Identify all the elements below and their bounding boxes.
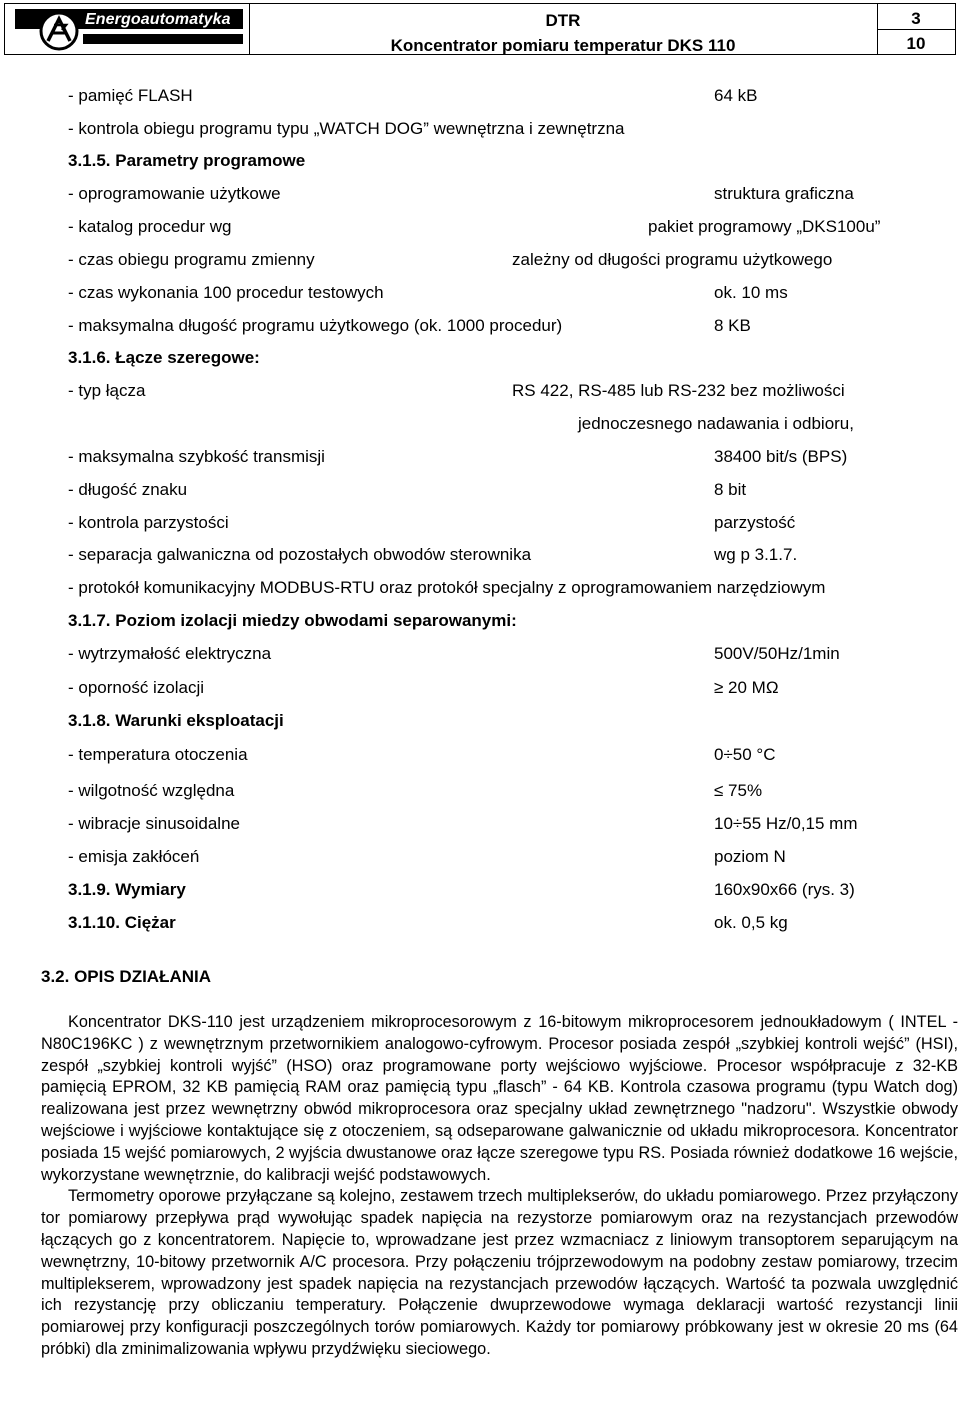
paragraph: Termometry oporowe przyłączane są kolejno, zestawem trzech multiplekserów, do układu pomiarowego. Przez przyłączony tor pomiarowy przepływa prąd wywołując spadek napięcia na rezystorze pomiarowym oraz na rezystancjach przewodów łączących go z koncentratorem. Napięcie to, wprowadzane jest przez wzmacniacz z liniowym transoptorem separującym na wewnętrzny, 10-bitowy przetwornik A/C procesora. Przy połączeniu trójprzewodowym na podobny zestaw pomiarowy, trzecim multiplekserem, wprowadzony jest spadek napięcia na rezystancjach przewodów łączących. Wartość ta pozwala uwzględnić ich rezystancję przy obliczaniu temperatury. Połączenie dwuprzewodowe wymaga deklaracji wartość rezystancji linii pomiarowej przy konfiguracji poszczególnych torów pomiarowych. Każdy tor pomiarowy próbkowany jest w okresie 20 ms (64 próbki) dla zminimalizowania wpływu przydźwięku sieciowego. [41,1187,958,1358]
spec-heading-label: 3.1.6. Łącze szeregowe: [68,348,260,367]
spec-line [0,781,960,801]
spec-value: RS 422, RS-485 lub RS-232 bez możliwości [512,381,845,400]
number-cell [877,4,955,54]
logo-cell [5,4,250,54]
paragraph: Koncentrator DKS-110 jest urządzeniem mikroprocesorowym z 16-bitowym mikroprocesorem jednoukładowym ( INTEL - N80C196KC ) z wewnętrznym przetwornikiem analogowo-cyfrowym. Procesor posiada zespół „szybkiej kontroli wejść” (HSI), zespół „szybkiej kontroli wyjść” (HSO) oraz programowane porty wejściowo wyjściowe. Procesor współpracuje z 32-KB pamięcią EPROM, 32 KB pamięcią RAM oraz pamięcią typu „flasch” - 64 KB. Kontrola czasowa programu (typu Watch dog) realizowana jest przez wewnętrzny obwód mikroprocesora oraz specjalny układ zewnętrznego "nadzoru". Wszystkie obwody wejściowe i wyjściowe kontaktujące się z otoczeniem, są odseparowane galwanicznie od układu mikroprocesora. Koncentrator posiada 15 wejść pomiarowych, 2 wyjścia dwustanowe oraz łącze szeregowe typu RS. Posiada również dodatkowe 16 wejście, wykorzystane wewnętrznie, do kalibracji wejść podstawowych. [41,1013,958,1184]
spec-value: ok. 0,5 kg [714,913,788,932]
spec-line [0,316,960,336]
spec-label: - kontrola obiegu programu typu „WATCH DOG” wewnętrzna i zewnętrzna [68,119,625,138]
spec-heading [0,913,960,933]
spec-label: - wytrzymałość elektryczna [68,644,272,663]
spec-heading-label: 3.1.5. Parametry programowe [68,151,306,170]
spec-line [0,513,960,533]
spec-value: ≤ 75% [714,781,763,800]
page-header [4,3,956,55]
company-logo-icon [39,11,79,51]
spec-line [0,745,960,765]
spec-value: wg p 3.1.7. [714,545,798,564]
spec-label: - temperatura otoczenia [68,745,248,764]
spec-line [0,250,960,270]
spec-label: - typ łącza [68,381,146,400]
spec-line [0,847,960,867]
spec-label: - czas obiegu programu zmienny [68,250,315,269]
spec-value: ≥ 20 MΩ [714,678,779,697]
spec-label: - maksymalna długość programu użytkowego (ok. 1000 procedur) [68,316,563,335]
spec-value: 10÷55 Hz/0,15 mm [714,814,858,833]
spec-label: - czas wykonania 100 procedur testowych [68,283,384,302]
spec-label: - protokół komunikacyjny MODBUS-RTU oraz protokół specjalny z oprogramowaniem narzędziowym [68,578,826,597]
doc-title: DTR [545,11,581,30]
spec-line [0,86,960,106]
spec-line [0,447,960,467]
spec-value: parzystość [714,513,796,532]
spec-heading-label: 3.1.9. Wymiary [68,880,186,899]
spec-value: poziom N [714,847,786,866]
spec-label: - emisja zakłóceń [68,847,200,866]
logo-right-bar [83,34,243,44]
spec-line [0,119,960,139]
spec-heading [0,151,960,171]
spec-value: 8 bit [714,480,747,499]
spec-line [0,644,960,664]
spec-label: - maksymalna szybkość transmisji [68,447,325,466]
description-text [41,1012,958,1361]
spec-line [0,381,960,401]
spec-value: struktura graficzna [714,184,854,203]
spec-label: - wibracje sinusoidalne [68,814,240,833]
spec-heading [0,348,960,368]
spec-line [0,480,960,500]
spec-line [0,283,960,303]
spec-line [0,814,960,834]
spec-line [0,184,960,204]
spec-value: zależny od długości programu użytkowego [512,250,833,269]
spec-heading-label: 3.1.8. Warunki eksploatacji [68,711,284,730]
spec-heading-label: 3.1.7. Poziom izolacji miedzy obwodami separowanymi: [68,611,517,630]
spec-line [0,545,960,565]
spec-value: 8 KB [714,316,751,335]
spec-label: - oprogramowanie użytkowe [68,184,281,203]
page-number: 3 [911,9,921,28]
spec-value: 160x90x66 (rys. 3) [714,880,855,899]
title-cell [249,4,878,54]
spec-value: 0÷50 °C [714,745,776,764]
spec-heading [0,711,960,731]
spec-heading [0,880,960,900]
spec-line [0,578,960,598]
spec-value: jednoczesnego nadawania i odbioru, [578,414,854,433]
spec-line [0,217,960,237]
spec-line [0,678,960,698]
spec-value: 38400 bit/s (BPS) [714,447,848,466]
doc-subtitle: Koncentrator pomiaru temperatur DKS 110 [390,36,736,55]
spec-value: pakiet programowy „DKS100u” [648,217,881,236]
brand-name: Energoautomatyka [85,11,231,28]
section-heading: 3.2. OPIS DZIAŁANIA [41,967,212,986]
spec-label: - wilgotność względna [68,781,235,800]
spec-label: - kontrola parzystości [68,513,229,532]
spec-heading [0,611,960,631]
spec-label: - separacja galwaniczna od pozostałych obwodów sterownika [68,545,532,564]
number-divider [877,29,955,30]
spec-value: 64 kB [714,86,758,105]
spec-value: ok. 10 ms [714,283,788,302]
spec-heading-label: 3.1.10. Ciężar [68,913,176,932]
spec-label: - oporność izolacji [68,678,205,697]
spec-label: - katalog procedur wg [68,217,232,236]
spec-line [0,414,960,434]
spec-label: - długość znaku [68,480,188,499]
spec-value: 500V/50Hz/1min [714,644,840,663]
logo-left-bar [15,14,37,24]
spec-label: - pamięć FLASH [68,86,193,105]
section-number: 10 [906,34,926,53]
